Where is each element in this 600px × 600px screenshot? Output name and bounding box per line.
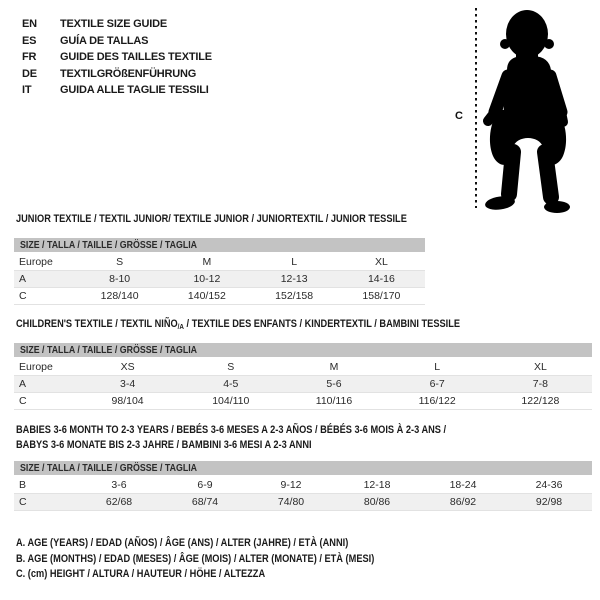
- size-cell: 68/74: [162, 494, 248, 511]
- size-cell: 3-6: [76, 477, 162, 494]
- baby-silhouette: [450, 0, 600, 215]
- size-cell: 80/86: [334, 494, 420, 511]
- size-cell: 110/116: [282, 393, 385, 410]
- row-label: B: [14, 477, 76, 494]
- size-cell: S: [76, 254, 163, 271]
- table-row: [14, 359, 592, 376]
- size-cell: 140/152: [163, 288, 250, 305]
- size-cell: M: [282, 359, 385, 376]
- language-row: [22, 49, 212, 66]
- size-cell: 122/128: [489, 393, 592, 410]
- children-size-table: [14, 343, 592, 410]
- height-label: C: [455, 110, 463, 122]
- language-row: [22, 16, 212, 33]
- language-code: EN: [22, 18, 37, 30]
- size-cell: 5-6: [282, 376, 385, 393]
- junior-table-title: JUNIOR TEXTILE / TEXTIL JUNIOR/ TEXTILE JUNIOR / JUNIORTEXTIL / JUNIOR TESSILE: [16, 213, 407, 225]
- language-list: [22, 16, 212, 99]
- size-cell: L: [386, 359, 489, 376]
- row-label: C: [14, 288, 76, 305]
- size-table: [14, 359, 592, 410]
- table-row: [14, 376, 592, 393]
- size-cell: 158/170: [338, 288, 425, 305]
- size-cell: 104/110: [179, 393, 282, 410]
- language-title: GUIDA ALLE TAGLIE TESSILI: [60, 84, 209, 96]
- language-code: FR: [22, 51, 37, 63]
- table-row: [14, 494, 592, 511]
- size-cell: 62/68: [76, 494, 162, 511]
- language-row: [22, 82, 212, 99]
- size-cell: 12-18: [334, 477, 420, 494]
- footnote-line-c: C. (cm) HEIGHT / ALTURA / HAUTEUR / HÖHE / ALTEZZA: [16, 568, 266, 580]
- language-code: DE: [22, 67, 37, 80]
- size-cell: 6-7: [386, 376, 489, 393]
- footnotes: [16, 536, 443, 583]
- footnote-line-a: A. AGE (YEARS) / EDAD (AÑOS) / ÂGE (ANS) / ALTER (JAHRE) / ETÀ (ANNI): [16, 537, 349, 549]
- children-table-title: CHILDREN'S TEXTILE / TEXTIL $NIÑO_{/A}$ / TEXTILE DES ENFANTS / KINDERTEXTIL / BAMBINI TESSILE: [16, 318, 461, 331]
- language-row: [22, 66, 212, 83]
- size-header-bar: SIZE / TALLA / TAILLE / GRÖSSE / TAGLIA: [14, 238, 425, 252]
- table-row: [14, 254, 425, 271]
- size-cell: 14-16: [338, 271, 425, 288]
- size-table: [14, 477, 592, 511]
- row-label: Europe: [14, 359, 76, 376]
- language-row: [22, 33, 212, 50]
- size-cell: 116/122: [386, 393, 489, 410]
- toddler-silhouette-icon: [484, 10, 570, 213]
- size-cell: 18-24: [420, 477, 506, 494]
- size-cell: 10-12: [163, 271, 250, 288]
- size-cell: XL: [338, 254, 425, 271]
- size-cell: 98/104: [76, 393, 179, 410]
- size-cell: 92/98: [506, 494, 592, 511]
- language-code: ES: [22, 34, 37, 47]
- row-label: Europe: [14, 254, 76, 271]
- row-label: C: [14, 494, 76, 511]
- size-cell: M: [163, 254, 250, 271]
- size-cell: L: [251, 254, 338, 271]
- size-cell: 24-36: [506, 477, 592, 494]
- size-header-bar: SIZE / TALLA / TAILLE / GRÖSSE / TAGLIA: [14, 461, 592, 475]
- size-cell: 74/80: [248, 494, 334, 511]
- row-label: A: [14, 271, 76, 288]
- junior-size-table: [14, 238, 425, 305]
- table-row: [14, 393, 592, 410]
- language-title: GUÍA DE TALLAS: [60, 34, 149, 47]
- size-cell: 7-8: [489, 376, 592, 393]
- language-title: TEXTILE SIZE GUIDE: [60, 18, 168, 30]
- babies-table-title: BABIES 3-6 MONTH TO 2-3 YEARS / BEBÉS 3-6 MESES A 2-3 AÑOS / BÉBÉS 3-6 MOIS À 2-3 ANS / BABYS 3-6 MONATE BIS 2-3 JAHRE / BAMBINI 3-6 MESI A 2-3 ANNI: [16, 424, 447, 451]
- language-code: IT: [22, 84, 32, 96]
- language-title: TEXTILGRÖßENFÜHRUNG: [60, 67, 197, 80]
- footnote-line-b: B. AGE (MONTHS) / EDAD (MESES) / ÂGE (MOIS) / ALTER (MONATE) / ETÀ (MESI): [16, 552, 375, 565]
- size-cell: 6-9: [162, 477, 248, 494]
- language-title: GUIDE DES TAILLES TEXTILE: [60, 51, 212, 63]
- size-cell: 86/92: [420, 494, 506, 511]
- size-cell: 4-5: [179, 376, 282, 393]
- babies-size-table: [14, 461, 592, 511]
- table-row: [14, 271, 425, 288]
- size-cell: 152/158: [251, 288, 338, 305]
- size-cell: 128/140: [76, 288, 163, 305]
- row-label: C: [14, 393, 76, 410]
- size-header-bar: SIZE / TALLA / TAILLE / GRÖSSE / TAGLIA: [14, 343, 592, 357]
- size-cell: 12-13: [251, 271, 338, 288]
- size-table: [14, 254, 425, 305]
- table-row: [14, 288, 425, 305]
- size-cell: XL: [489, 359, 592, 376]
- size-cell: 3-4: [76, 376, 179, 393]
- size-cell: XS: [76, 359, 179, 376]
- baby-figure: [450, 0, 600, 215]
- size-cell: 8-10: [76, 271, 163, 288]
- size-cell: S: [179, 359, 282, 376]
- row-label: A: [14, 376, 76, 393]
- size-cell: 9-12: [248, 477, 334, 494]
- table-row: [14, 477, 592, 494]
